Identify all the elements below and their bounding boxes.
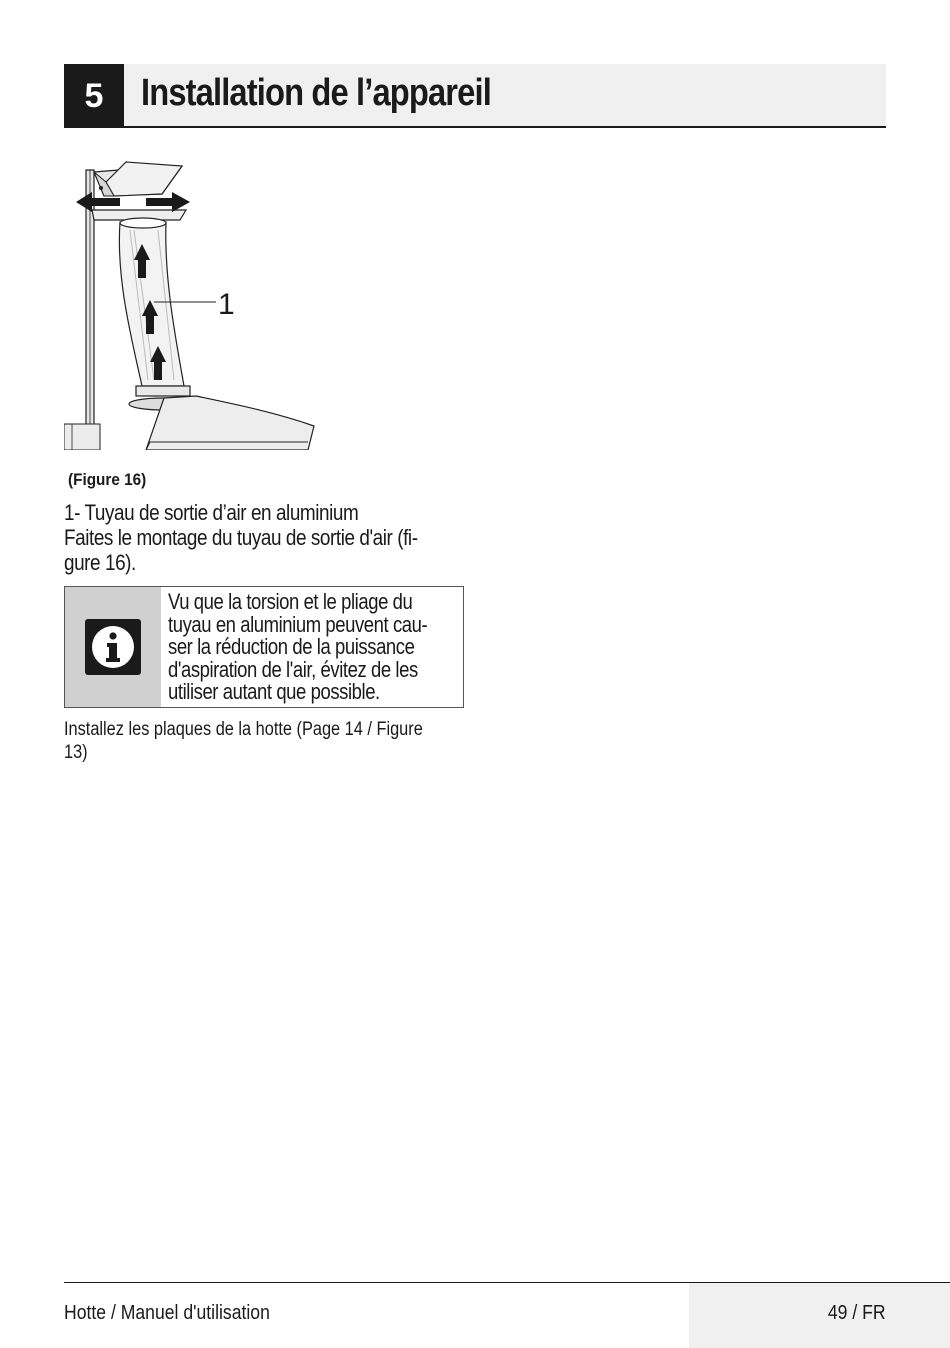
note-text xyxy=(168,591,458,704)
note-line: tuyau en aluminium peuvent cau- xyxy=(168,611,428,637)
page-number: 49 / FR xyxy=(828,1302,886,1324)
section-number: 5 xyxy=(64,64,124,128)
body-line: gure 16). xyxy=(64,550,136,575)
note-line: d'aspiration de l'air, évitez de les xyxy=(168,656,418,682)
arrow-right-icon xyxy=(146,192,190,212)
callout-label: 1 xyxy=(218,288,235,321)
page-title: Installation de l’appareil xyxy=(141,72,491,114)
note-line: ser la réduction de la puissance xyxy=(168,634,415,659)
footer-manual-title: Hotte / Manuel d'utilisation xyxy=(64,1302,270,1324)
instruction-line: Installez les plaques de la hotte (Page 14 / Figure xyxy=(64,719,423,740)
body-text xyxy=(64,500,464,575)
note-line: Vu que la torsion et le pliage du xyxy=(168,589,413,614)
info-note xyxy=(64,586,464,708)
footer-page-box xyxy=(689,1283,950,1348)
hood-duct-illustration xyxy=(64,160,324,450)
body-line: 1- Tuyau de sortie d’air en aluminium xyxy=(64,500,359,525)
note-line: utiliser autant que possible. xyxy=(168,679,380,704)
body-line: Faites le montage du tuyau de sortie d'air (fi- xyxy=(64,525,418,550)
section-header xyxy=(64,64,886,128)
install-instruction xyxy=(64,718,474,764)
info-icon-cell xyxy=(65,587,161,707)
instruction-line: 13) xyxy=(64,742,88,763)
figure-caption: (Figure 16) xyxy=(68,470,147,489)
info-icon xyxy=(85,619,141,675)
